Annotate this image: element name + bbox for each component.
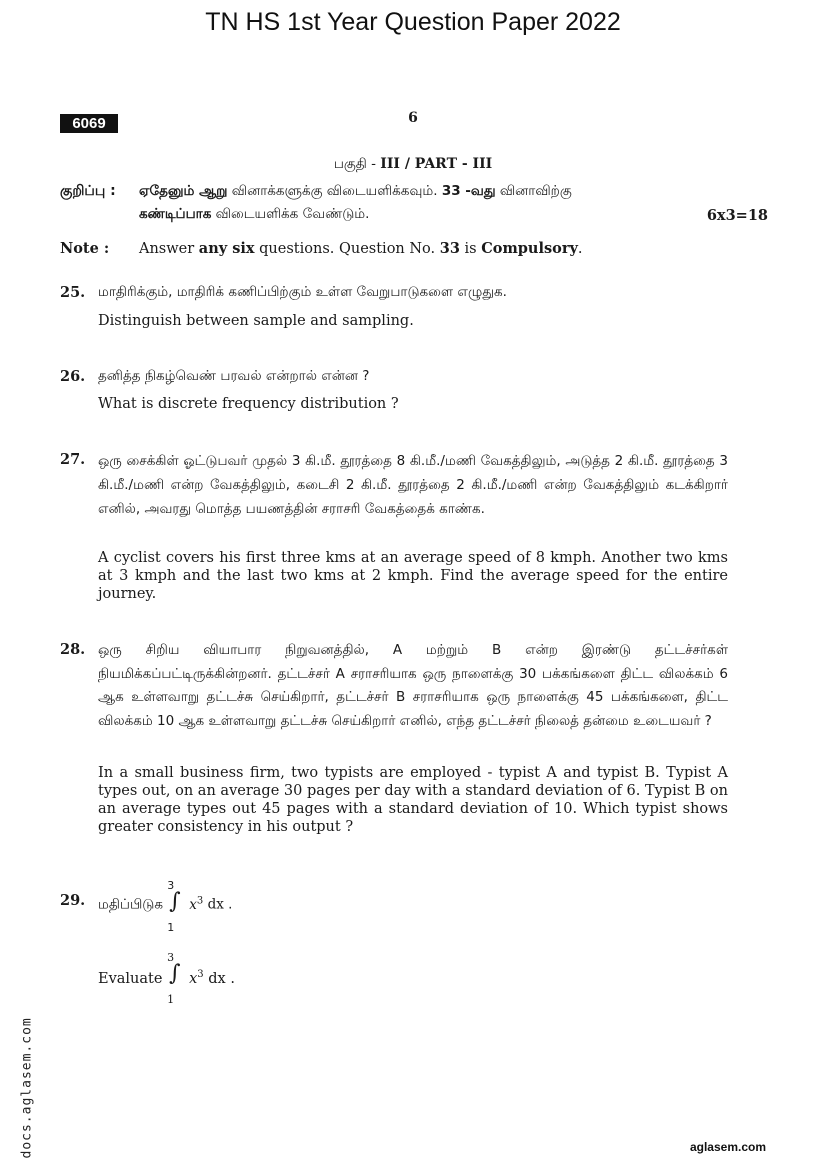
note-q33: 33 xyxy=(439,240,460,257)
integral-upper-limit: 3 xyxy=(167,878,175,892)
integrand-var: x xyxy=(189,896,197,913)
question-26-tamil: தனித்த நிகழ்வெண் பரவல் என்றால் என்ன ? xyxy=(98,368,370,384)
note-label: Note : xyxy=(60,240,110,257)
question-number: 28. xyxy=(60,641,86,658)
integral-upper-limit: 3 xyxy=(167,950,175,964)
question-29-english-text: Evaluate xyxy=(98,970,163,987)
question-27-tamil: ஒரு சைக்கிள் ஓட்டுபவர் முதல் 3 கி.மீ. தூரத்தை 8 கி.மீ./மணி வேகத்திலும், அடுத்த 2 கி.மீ. தூரத்தை 3 கி.மீ./மணி என்ற வேகத்திலும், கடைசி 2 கி.மீ. தூரத்தை 2 கி.மீ./மணி என்ற வேகத்திலும் கடக்கிறார் எனில், அவரது மொத்த பயணத்தின் சராசரி வேகத்தைக் காண்க. xyxy=(98,453,728,517)
question-25-english: Distinguish between sample and sampling. xyxy=(98,313,414,329)
part-heading-english: III / PART - III xyxy=(380,156,493,172)
note-period: . xyxy=(577,241,583,257)
integral-lower-limit: 1 xyxy=(167,992,175,1006)
integrand-power: 3 xyxy=(197,969,204,980)
part-heading xyxy=(0,154,826,175)
paper-code-badge: 6069 xyxy=(60,114,118,133)
note-part-a: Answer xyxy=(139,241,199,257)
integral-sign: ∫ xyxy=(169,960,181,986)
integrand-var: x xyxy=(189,970,198,987)
question-number: 29. xyxy=(60,892,86,909)
question-27-english: A cyclist covers his first three kms at an average speed of 8 kmph. Another two kms at 3 kmph and the last two kms at 2 kmph. Find the average speed for the entire journey. xyxy=(98,550,728,602)
question-25-tamil: மாதிரிக்கும், மாதிரிக் கணிப்பிற்கும் உள்ள வேறுபாடுகளை எழுதுக. xyxy=(98,284,507,300)
integrand xyxy=(189,897,203,913)
footer-brand: aglasem.com xyxy=(689,1140,766,1154)
integral-differential: dx xyxy=(208,970,226,987)
instr-text-1: வினாக்களுக்கு விடையளிக்கவும். xyxy=(227,183,442,199)
question-28-tamil: ஒரு சிறிய வியாபார நிறுவனத்தில், A மற்றும் B என்ற இரண்டு தட்டச்சர்கள் நியமிக்கப்பட்டிருக்கின்றனர். தட்டச்சர் A சராசரியாக ஒரு நாளைக்கு 30 பக்கங்களை திட்ட விலக்கம் 6 ஆக உள்ளவாறு தட்டச்சு செய்கிறார், தட்டச்சர் B சராசரியாக ஒரு நாளைக்கு 45 பக்கங்களை, திட்ட விலக்கம் 10 ஆக உள்ளவாறு தட்டச்சு செய்கிறார் எனில், எந்த தட்டச்சர் நிலைத் தன்மை உடையவர் ? xyxy=(98,642,728,729)
side-watermark: docs.aglasem.com xyxy=(19,1017,35,1159)
page-number: 6 xyxy=(408,110,418,126)
integral-differential: dx xyxy=(207,896,224,913)
question-26-english: What is discrete frequency distribution ? xyxy=(98,396,399,412)
question-28-english: In a small business firm, two typists are employed - typist A and typist B. Typist A types out, on an average 30 pages per day with a standard deviation of 6. Typist B on an average types out 45 pages with a standard deviation of 10. Which typist shows greater consistency in his output ? xyxy=(98,765,728,835)
note-compulsory: Compulsory xyxy=(481,240,578,257)
question-29-tamil-text: மதிப்பிடுக xyxy=(98,896,163,913)
note-part-e: is xyxy=(459,241,482,257)
instructions-tamil-line1 xyxy=(139,181,729,202)
question-number: 25. xyxy=(60,284,86,301)
integrand xyxy=(189,971,204,987)
question-29-english xyxy=(98,950,235,1006)
instructions-tamil-label: குறிப்பு : xyxy=(60,183,116,199)
instr-any-six-tamil: ஏதேனும் ஆறு xyxy=(139,183,228,199)
integral-end: . xyxy=(230,970,235,987)
question-number: 26. xyxy=(60,368,86,385)
question-29-tamil xyxy=(98,878,233,934)
note-text xyxy=(139,240,739,258)
marks-label: 6x3=18 xyxy=(706,207,768,224)
integral-symbol xyxy=(167,878,189,934)
page-title: TN HS 1st Year Question Paper 2022 xyxy=(205,8,621,36)
integral-end: . xyxy=(228,896,233,913)
integrand-power: 3 xyxy=(196,895,204,906)
instr-compulsory-tamil: கண்டிப்பாக xyxy=(139,206,212,222)
note-part-c: questions. Question No. xyxy=(254,241,440,257)
integral-sign: ∫ xyxy=(169,888,181,914)
integral-lower-limit: 1 xyxy=(167,920,175,934)
instructions-tamil-line2 xyxy=(139,204,639,225)
note-any-six: any six xyxy=(198,240,255,257)
instr-q33-tamil: 33 -வது xyxy=(441,183,496,199)
instr-text-3: விடையளிக்க வேண்டும். xyxy=(211,206,370,222)
instr-text-2: வினாவிற்கு xyxy=(495,183,572,199)
question-number: 27. xyxy=(60,451,86,468)
integral-symbol xyxy=(167,950,189,1006)
part-heading-tamil: பகுதி - xyxy=(333,156,381,172)
